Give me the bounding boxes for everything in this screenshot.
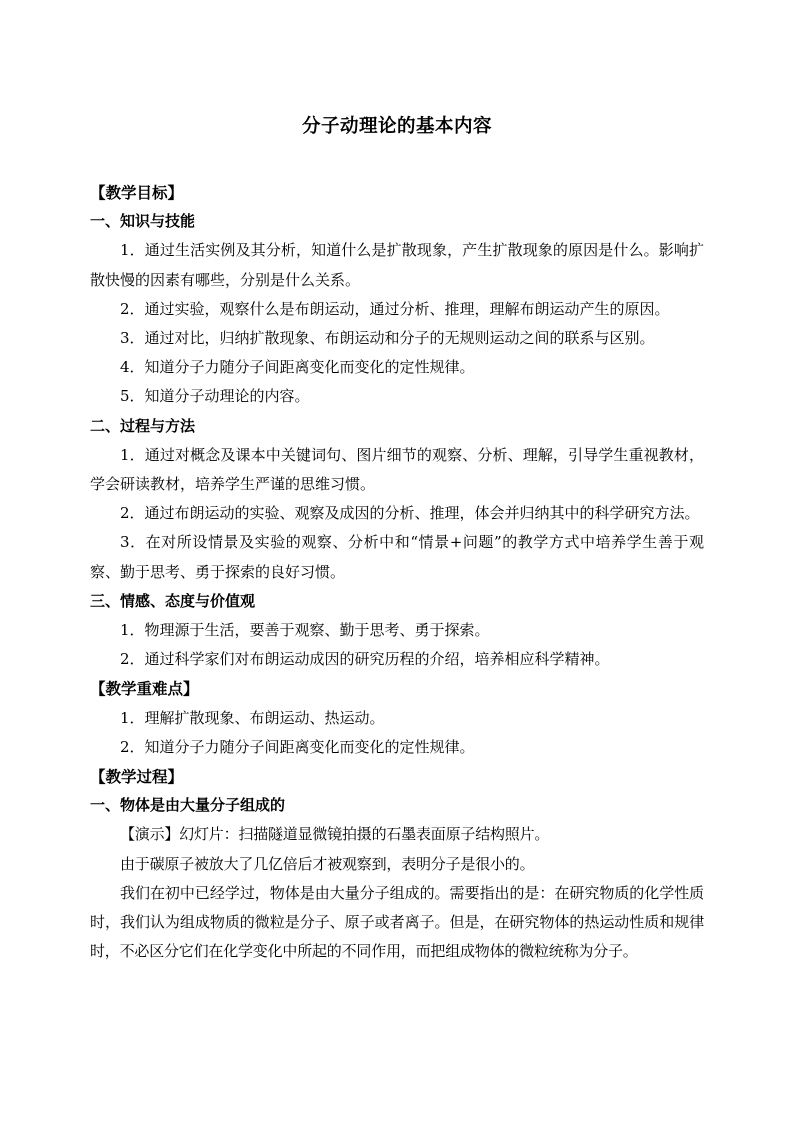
list-item: 3．在对所设情景及实验的观察、分析中和“情景+问题”的教学方式中培养学生善于观察、勤于思考、勇于探索的良好习惯。 — [90, 533, 704, 581]
subsection-heading-attitude: 三、情感、态度与价值观 — [90, 591, 256, 610]
list-item: 4．知道分子力随分子间距离变化而变化的定性规律。 — [120, 358, 475, 377]
section-heading-process: 【教学过程】 — [90, 767, 184, 787]
paragraph: 我们在初中已经学过，物体是由大量分子组成的。需要指出的是：在研究物质的化学性质时，我们认为组成物质的微粒是分子、原子或者离子。但是，在研究物体的热运动性质和规律时，不必区分它们在化学变化中所起的不同作用，而把组成物体的微粒统称为分子。 — [90, 883, 704, 961]
list-item: 3．通过对比，归纳扩散现象、布朗运动和分子的无规则运动之间的联系与区别。 — [120, 329, 655, 348]
list-item: 2．通过实验，观察什么是布朗运动，通过分析、推理，理解布朗运动产生的原因。 — [120, 299, 670, 318]
paragraph: 由于碳原子被放大了几亿倍后才被观察到，表明分子是很小的。 — [120, 854, 535, 873]
list-item: 1．通过生活实例及其分析，知道什么是扩散现象，产生扩散现象的原因是什么。影响扩散快慢的因素有哪些，分别是什么关系。 — [90, 241, 704, 289]
subsection-heading-molecules: 一、物体是由大量分子组成的 — [90, 796, 286, 815]
section-heading-key-points: 【教学重难点】 — [90, 679, 199, 699]
list-item: 2．知道分子力随分子间距离变化而变化的定性规律。 — [120, 737, 475, 756]
section-heading-objectives: 【教学目标】 — [90, 183, 184, 202]
list-item: 2．通过科学家们对布朗运动成因的研究历程的介绍，培养相应科学精神。 — [120, 650, 610, 669]
document-title: 分子动理论的基本内容 — [301, 116, 492, 137]
subsection-heading-knowledge: 一、知识与技能 — [90, 212, 196, 231]
list-item: 1．通过对概念及课本中关键词句、图片细节的观察、分析、理解，引导学生重视教材，学会研读教材，培养学生严谨的思维习惯。 — [90, 445, 704, 494]
list-item: 2．通过布朗运动的实验、观察及成因的分析、推理，体会并归纳其中的科学研究方法。 — [120, 504, 700, 523]
list-item: 5．知道分子动理论的内容。 — [120, 387, 310, 406]
list-item: 1．物理源于生活，要善于观察、勤于思考、勇于探索。 — [120, 621, 490, 640]
list-item: 1．理解扩散现象、布朗运动、热运动。 — [120, 708, 385, 727]
subsection-heading-process: 二、过程与方法 — [90, 416, 196, 435]
document-body — [90, 178, 704, 966]
paragraph: 【演示】幻灯片：扫描隧道显微镜拍摄的石墨表面原子结构照片。 — [120, 825, 550, 844]
